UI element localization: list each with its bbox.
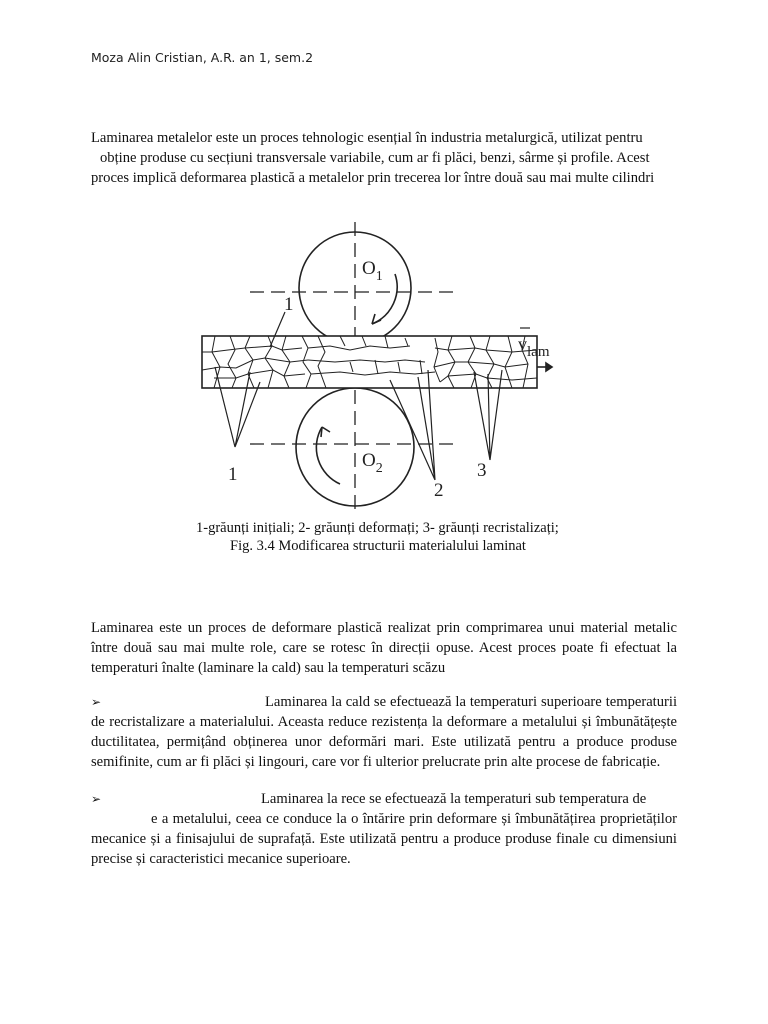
bullet-hot-rolling xyxy=(91,692,677,772)
bullet-arrow-icon: ➢ xyxy=(91,695,102,709)
bullet-cold-first: Laminarea la rece se efectuează la temperaturi sub temperatura de xyxy=(261,791,647,807)
rolling-diagram xyxy=(190,222,590,517)
figure-caption: Fig. 3.4 Modificarea structurii materialului laminat xyxy=(230,538,526,554)
bullet-arrow-icon: ➢ xyxy=(91,792,102,806)
label-velocity: $v_{lam}$ xyxy=(518,334,550,360)
figure-legend: 1-grăunți inițiali; 2- grăunți deformați; 3- grăunți recristalizați; xyxy=(196,520,559,536)
intro-line-1: Laminarea metalelor este un proces tehnologic esențial în industria metalurgică, utilizat pentru xyxy=(91,130,643,146)
document-header: Moza Alin Cristian, A.R. an 1, sem.2 xyxy=(91,50,314,65)
bullet-cold-rest: e a metalului, ceea ce conduce la o întărire prin deformare și îmbunătățirea proprietăților mecanice și a finisajului de suprafață. Este utilizată pentru a produce produse finale cu dimensiuni precise și caracteristici mecanice superioare. xyxy=(91,811,677,867)
bullet-cold-rolling xyxy=(91,789,677,869)
lower-roll xyxy=(296,388,414,506)
rolling-figure xyxy=(190,222,590,552)
intro-paragraph xyxy=(91,128,677,188)
label-3: 3 xyxy=(477,460,487,481)
paragraph-2: Laminarea este un proces de deformare plastică realizat prin comprimarea unui material metalic între două sau mai multe role, care se rotesc în direcții opuse. Acest proces poate fi efectuat la temperaturi înalte (laminare la cald) sau la temperaturi scăzu xyxy=(91,620,677,676)
label-o2: $O_2$ xyxy=(362,450,383,476)
lower-rotation-arrow xyxy=(316,427,340,484)
label-o1: $O_1$ xyxy=(362,258,383,284)
bullet-hot-rest: temperaturii de recristalizare a materialului. Aceasta reduce rezistența la deformare a metalului și îmbunătățește ductilitatea, permițând obținerea unor deformări mari. Este utilizată pentru a produce produse semifinite, cum ar fi plăci și lingouri, care vor fi ulterior prelucrate prin alte procese de fabricație. xyxy=(91,694,678,770)
bullet-hot-first: Laminarea la cald se efectuează la temperaturi superioare xyxy=(265,694,602,710)
label-1-top: 1 xyxy=(284,294,294,315)
intro-line-2: obține produse cu secțiuni transversale variabile, cum ar fi plăci, benzi, sârme și profile. Acest xyxy=(100,150,650,166)
label-2: 2 xyxy=(434,480,444,501)
label-1-bottom: 1 xyxy=(228,464,238,485)
intro-line-3: proces implică deformarea plastică a metalelor prin trecerea lor între două sau mai multe cilindri xyxy=(91,170,655,186)
